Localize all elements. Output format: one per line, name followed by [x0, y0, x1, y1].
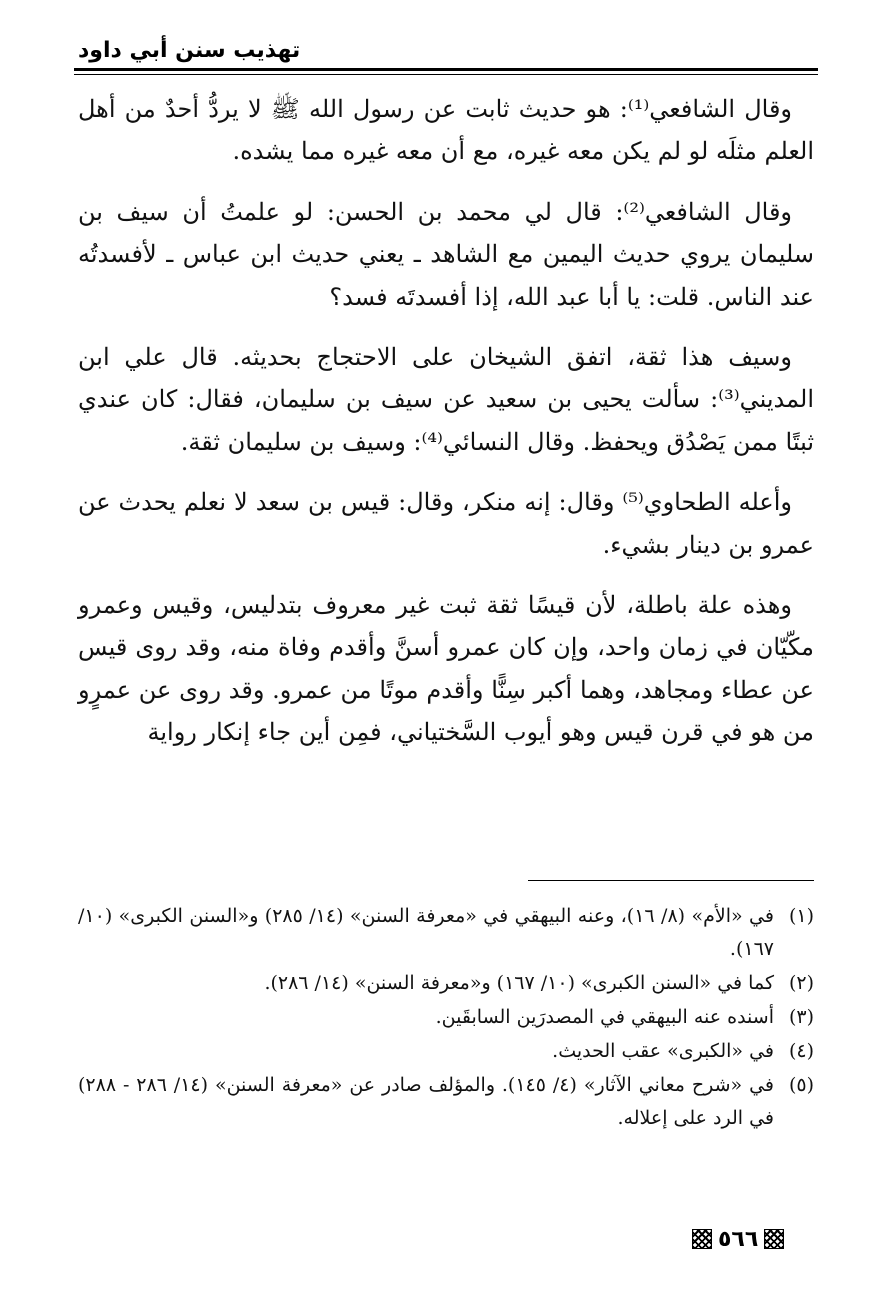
footnote-text: أسنده عنه البيهقي في المصدرَين السابقَين.	[435, 1006, 774, 1028]
footnote	[78, 1001, 814, 1034]
footnote-text: في «الكبرى» عقب الحديث.	[552, 1040, 774, 1062]
footnote-text: كما في «السنن الكبرى» (١٠/ ١٦٧) و«معرفة السنن» (١٤/ ٢٨٦).	[264, 972, 774, 994]
footnote-number: (٥)	[788, 1074, 814, 1096]
footnote-number: (٣)	[788, 1006, 814, 1028]
paragraph: وقال الشافعي⁽²⁾: قال لي محمد بن الحسن: لو علمتُ أن سيف بن سليمان يروي حديث اليمين مع الشاهد ـ يعني حديث ابن عباس ـ لأفسدتُه عند الناس. قلت: يا أبا عبد الله، إذا أفسدتَه فسد؟	[78, 197, 814, 311]
footnote	[78, 1035, 814, 1068]
paragraph: وسيف هذا ثقة، اتفق الشيخان على الاحتجاج بحديثه. قال علي ابن المديني⁽³⁾: سألت يحيى بن سعيد عن سيف بن سليمان، فقال: كان عندي ثبتًا ممن يَصْدُق ويحفظ. وقال النسائي⁽⁴⁾: وسيف بن سليمان ثقة.	[78, 343, 814, 456]
footnote	[78, 900, 814, 966]
paragraph: وقال الشافعي⁽¹⁾: هو حديث ثابت عن رسول الله ﷺ لا يردُّ أحدٌ من أهل العلم مثلَه لو لم يكن معه غيره، مع أن معه غيره مما يشده.	[78, 95, 814, 166]
page-number	[692, 1222, 812, 1256]
footnote	[78, 967, 814, 1000]
paragraph: وهذه علة باطلة، لأن قيسًا ثقة ثبت غير معروف بتدليس، وقيس وعمرو مكّيّان في زمان واحد، وإن كان عمرو أسنَّ وأقدم وفاة منه، وقد روى قيس عن عطاء ومجاهد، وهما أكبر سِنًّا وأقدم موتًا من عمرو. وقد روى عن عمرٍو من هو في قرن قيس وهو أيوب السَّختياني، فمِن أين جاء إنكار رواية	[78, 591, 814, 747]
main-text	[78, 88, 814, 754]
footnote-text: في «شرح معاني الآثار» (٤/ ١٤٥). والمؤلف صادر عن «معرفة السنن» (١٤/ ٢٨٦ - ٢٨٨) في الرد على إعلاله.	[78, 1074, 774, 1129]
footnote	[78, 1069, 814, 1135]
header-rule-thick	[74, 68, 818, 71]
footnote-number: (٢)	[788, 972, 814, 994]
paragraph: وأعله الطحاوي⁽⁵⁾ وقال: إنه منكر، وقال: قيس بن سعد لا نعلم يحدث عن عمرو بن دينار بشيء.	[78, 488, 814, 559]
footnote-text: في «الأم» (٨/ ١٦)، وعنه البيهقي في «معرفة السنن» (١٤/ ٢٨٥) و«السنن الكبرى» (١٠/ ١٦٧).	[78, 905, 774, 960]
page-number-text: ٥٦٦	[718, 1226, 759, 1252]
footnote-number: (٤)	[788, 1040, 814, 1062]
header-title: تهذيب سنن أبي داود	[78, 38, 301, 63]
footnote-separator	[528, 880, 814, 881]
footnotes	[78, 900, 814, 1136]
ornament-icon	[692, 1229, 712, 1249]
ornament-icon	[764, 1229, 784, 1249]
running-header	[78, 30, 814, 70]
header-rule-thin	[74, 74, 818, 75]
footnote-number: (١)	[788, 905, 814, 927]
